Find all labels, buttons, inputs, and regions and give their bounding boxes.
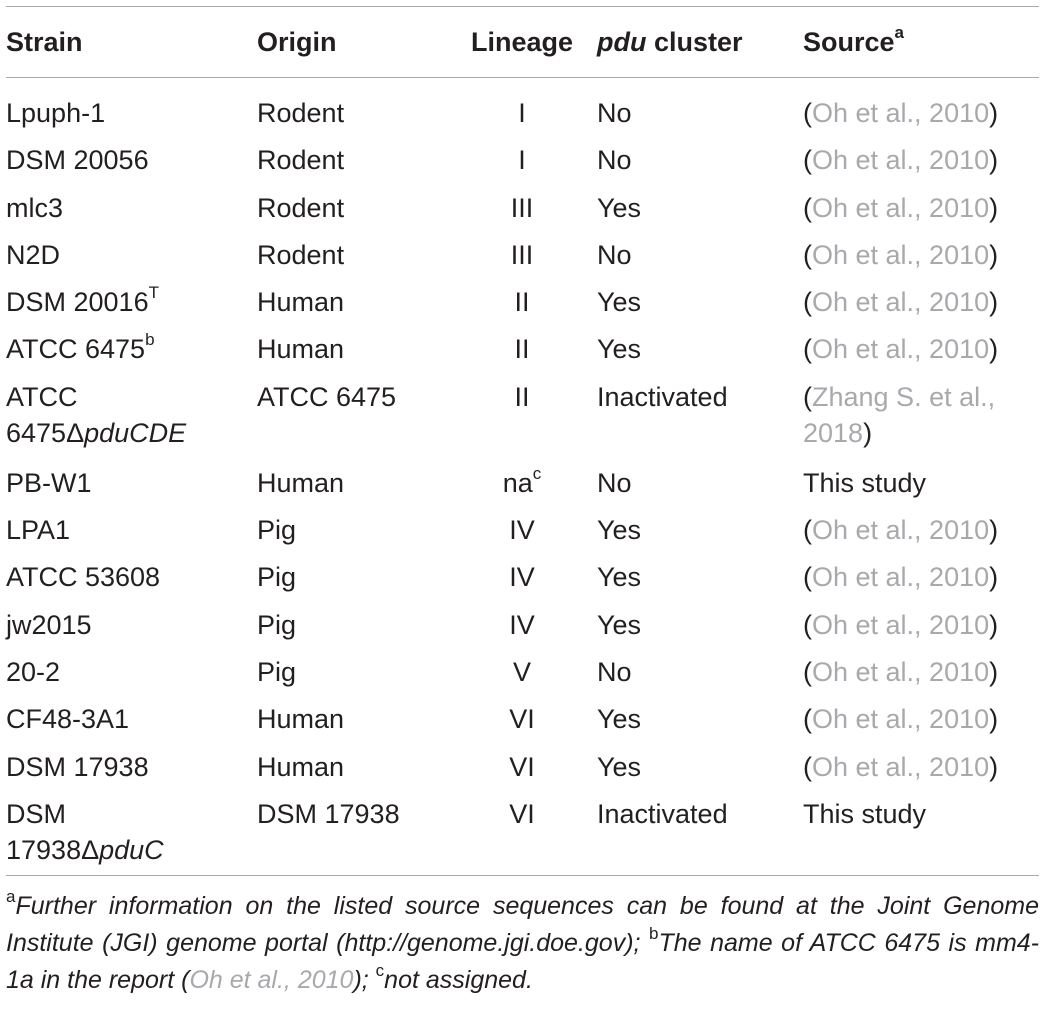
cell-strain: DSM 17938ΔpduC xyxy=(6,798,164,865)
table-row xyxy=(6,88,1039,135)
cell-lineage: IV xyxy=(509,609,535,640)
citation-link[interactable]: Oh et al., 2010 xyxy=(812,334,990,365)
cell-lineage: VI xyxy=(509,751,535,782)
citation-link[interactable]: Oh et al., 2010 xyxy=(812,145,990,176)
cell-strain: ATCC 6475$^b$ xyxy=(6,330,155,365)
cell-pdu: No xyxy=(597,467,632,498)
citation-link[interactable]: Oh et al., 2010 xyxy=(812,192,990,223)
table-row xyxy=(6,183,1039,230)
cell-pdu: No xyxy=(597,656,632,687)
cell-source: (Zhang S. et al., 2018) xyxy=(803,381,996,448)
cell-pdu: Inactivated xyxy=(597,381,728,412)
cell-strain: PB-W1 xyxy=(6,467,92,498)
cell-origin: Rodent xyxy=(257,145,345,176)
citation-link[interactable]: Oh et al., 2010 xyxy=(812,98,990,128)
cell-source: (Oh et al., 2010) xyxy=(803,239,999,270)
cell-origin: DSM 17938 xyxy=(257,798,400,829)
table-row xyxy=(6,135,1039,182)
cell-lineage: II xyxy=(514,287,530,318)
cell-origin: ATCC 6475 xyxy=(257,381,397,412)
citation-link[interactable]: Oh et al., 2010 xyxy=(812,751,990,782)
cell-origin: Pig xyxy=(257,562,297,593)
cell-pdu: Yes xyxy=(597,751,642,782)
citation-link[interactable]: Oh et al., 2010 xyxy=(812,562,990,593)
cell-source: (Oh et al., 2010) xyxy=(803,562,999,593)
cell-source: This study xyxy=(803,798,927,829)
cell-origin: Human xyxy=(257,334,345,365)
header-source: Source$^a$ xyxy=(803,22,905,57)
table-row xyxy=(6,742,1039,789)
cell-lineage: I xyxy=(518,145,526,176)
cell-pdu: No xyxy=(597,239,632,270)
cell-lineage: VI xyxy=(509,704,535,735)
cell-pdu: No xyxy=(597,98,632,128)
cell-source: (Oh et al., 2010) xyxy=(803,287,999,318)
citation-link[interactable]: Oh et al., 2010 xyxy=(812,609,990,640)
cell-lineage: V xyxy=(512,656,531,687)
citation-link[interactable]: Oh et al., 2010 xyxy=(812,656,990,687)
cell-strain: ATCC 6475ΔpduCDE xyxy=(6,381,187,448)
header-rule xyxy=(6,77,1039,78)
table-row xyxy=(6,552,1039,599)
cell-strain: DSM 17938 xyxy=(6,751,149,782)
cell-pdu: Yes xyxy=(597,287,642,318)
cell-pdu: Yes xyxy=(597,704,642,735)
cell-lineage: IV xyxy=(509,515,535,546)
cell-source: (Oh et al., 2010) xyxy=(803,145,999,176)
citation-link[interactable]: Oh et al., 2010 xyxy=(812,239,990,270)
table-row xyxy=(6,324,1039,371)
table-footnote: $^a$Further information on the listed source sequences can be found at the Joint Genome Institute (JGI) genome portal (http://genome.jgi.doe.gov); $^b$The name of ATCC 6475 is mm4-1a in the report (Oh et al., 2010); $^c$not assigned. xyxy=(6,886,1039,994)
cell-pdu: Inactivated xyxy=(597,798,728,829)
cell-lineage: $na^c$ xyxy=(502,463,542,498)
cell-strain: N2D xyxy=(6,239,61,270)
cell-lineage: III xyxy=(510,192,534,223)
table-row xyxy=(6,789,1039,875)
strain-table xyxy=(6,6,1039,999)
cell-strain: DSM $20016^T$ xyxy=(6,283,159,318)
cell-source: (Oh et al., 2010) xyxy=(803,656,999,687)
cell-origin: Rodent xyxy=(257,239,345,270)
citation-link[interactable]: Oh et al., 2010 xyxy=(189,965,354,994)
cell-origin: Human xyxy=(257,287,345,318)
cell-strain: Lpuph-1 xyxy=(6,98,106,128)
cell-source: (Oh et al., 2010) xyxy=(803,192,999,223)
cell-strain: LPA1 xyxy=(6,515,71,546)
cell-source: (Oh et al., 2010) xyxy=(803,609,999,640)
cell-lineage: II xyxy=(514,381,530,412)
cell-origin: Rodent xyxy=(257,192,345,223)
citation-link[interactable]: 2018 xyxy=(803,417,864,448)
cell-pdu: Yes xyxy=(597,515,642,546)
cell-pdu: Yes xyxy=(597,334,642,365)
citation-link[interactable]: Oh et al., 2010 xyxy=(812,515,990,546)
table-row xyxy=(6,277,1039,324)
cell-strain: jw2015 xyxy=(6,609,92,640)
table-row xyxy=(6,230,1039,277)
cell-pdu: No xyxy=(597,145,632,176)
cell-origin: Human xyxy=(257,704,345,735)
table-row xyxy=(6,458,1039,505)
cell-lineage: IV xyxy=(509,562,535,593)
table-row xyxy=(6,372,1039,458)
cell-origin: Human xyxy=(257,467,345,498)
cell-lineage: II xyxy=(514,334,530,365)
cell-source: This study xyxy=(803,467,927,498)
header-strain: Strain xyxy=(6,26,83,57)
bottom-rule xyxy=(6,875,1039,876)
cell-strain: ATCC 53608 xyxy=(6,562,161,593)
header-pdu-cluster: pdu cluster xyxy=(597,26,743,57)
cell-strain: 20-2 xyxy=(6,656,61,687)
citation-link[interactable]: Zhang S. et al., xyxy=(812,381,996,412)
cell-pdu: Yes xyxy=(597,562,642,593)
cell-origin: Pig xyxy=(257,609,297,640)
citation-link[interactable]: Oh et al., 2010 xyxy=(812,287,990,318)
table-row xyxy=(6,647,1039,694)
table-header xyxy=(6,7,1039,77)
citation-link[interactable]: Oh et al., 2010 xyxy=(812,704,990,735)
cell-source: (Oh et al., 2010) xyxy=(803,98,999,128)
cell-strain: CF48-3A1 xyxy=(6,704,130,735)
cell-lineage: III xyxy=(510,239,534,270)
cell-source: (Oh et al., 2010) xyxy=(803,334,999,365)
cell-source: (Oh et al., 2010) xyxy=(803,515,999,546)
cell-origin: Rodent xyxy=(257,98,345,128)
table-row xyxy=(6,694,1039,741)
table-row xyxy=(6,600,1039,647)
cell-origin: Pig xyxy=(257,515,297,546)
header-lineage: Lineage xyxy=(470,26,574,57)
table-row xyxy=(6,505,1039,552)
cell-strain: mlc3 xyxy=(6,192,64,223)
cell-strain: DSM 20056 xyxy=(6,145,149,176)
cell-lineage: VI xyxy=(509,798,535,829)
header-origin: Origin xyxy=(257,26,337,57)
cell-origin: Pig xyxy=(257,656,297,687)
cell-source: (Oh et al., 2010) xyxy=(803,751,999,782)
cell-pdu: Yes xyxy=(597,192,642,223)
cell-source: (Oh et al., 2010) xyxy=(803,704,999,735)
cell-pdu: Yes xyxy=(597,609,642,640)
cell-lineage: I xyxy=(518,98,526,128)
cell-origin: Human xyxy=(257,751,345,782)
